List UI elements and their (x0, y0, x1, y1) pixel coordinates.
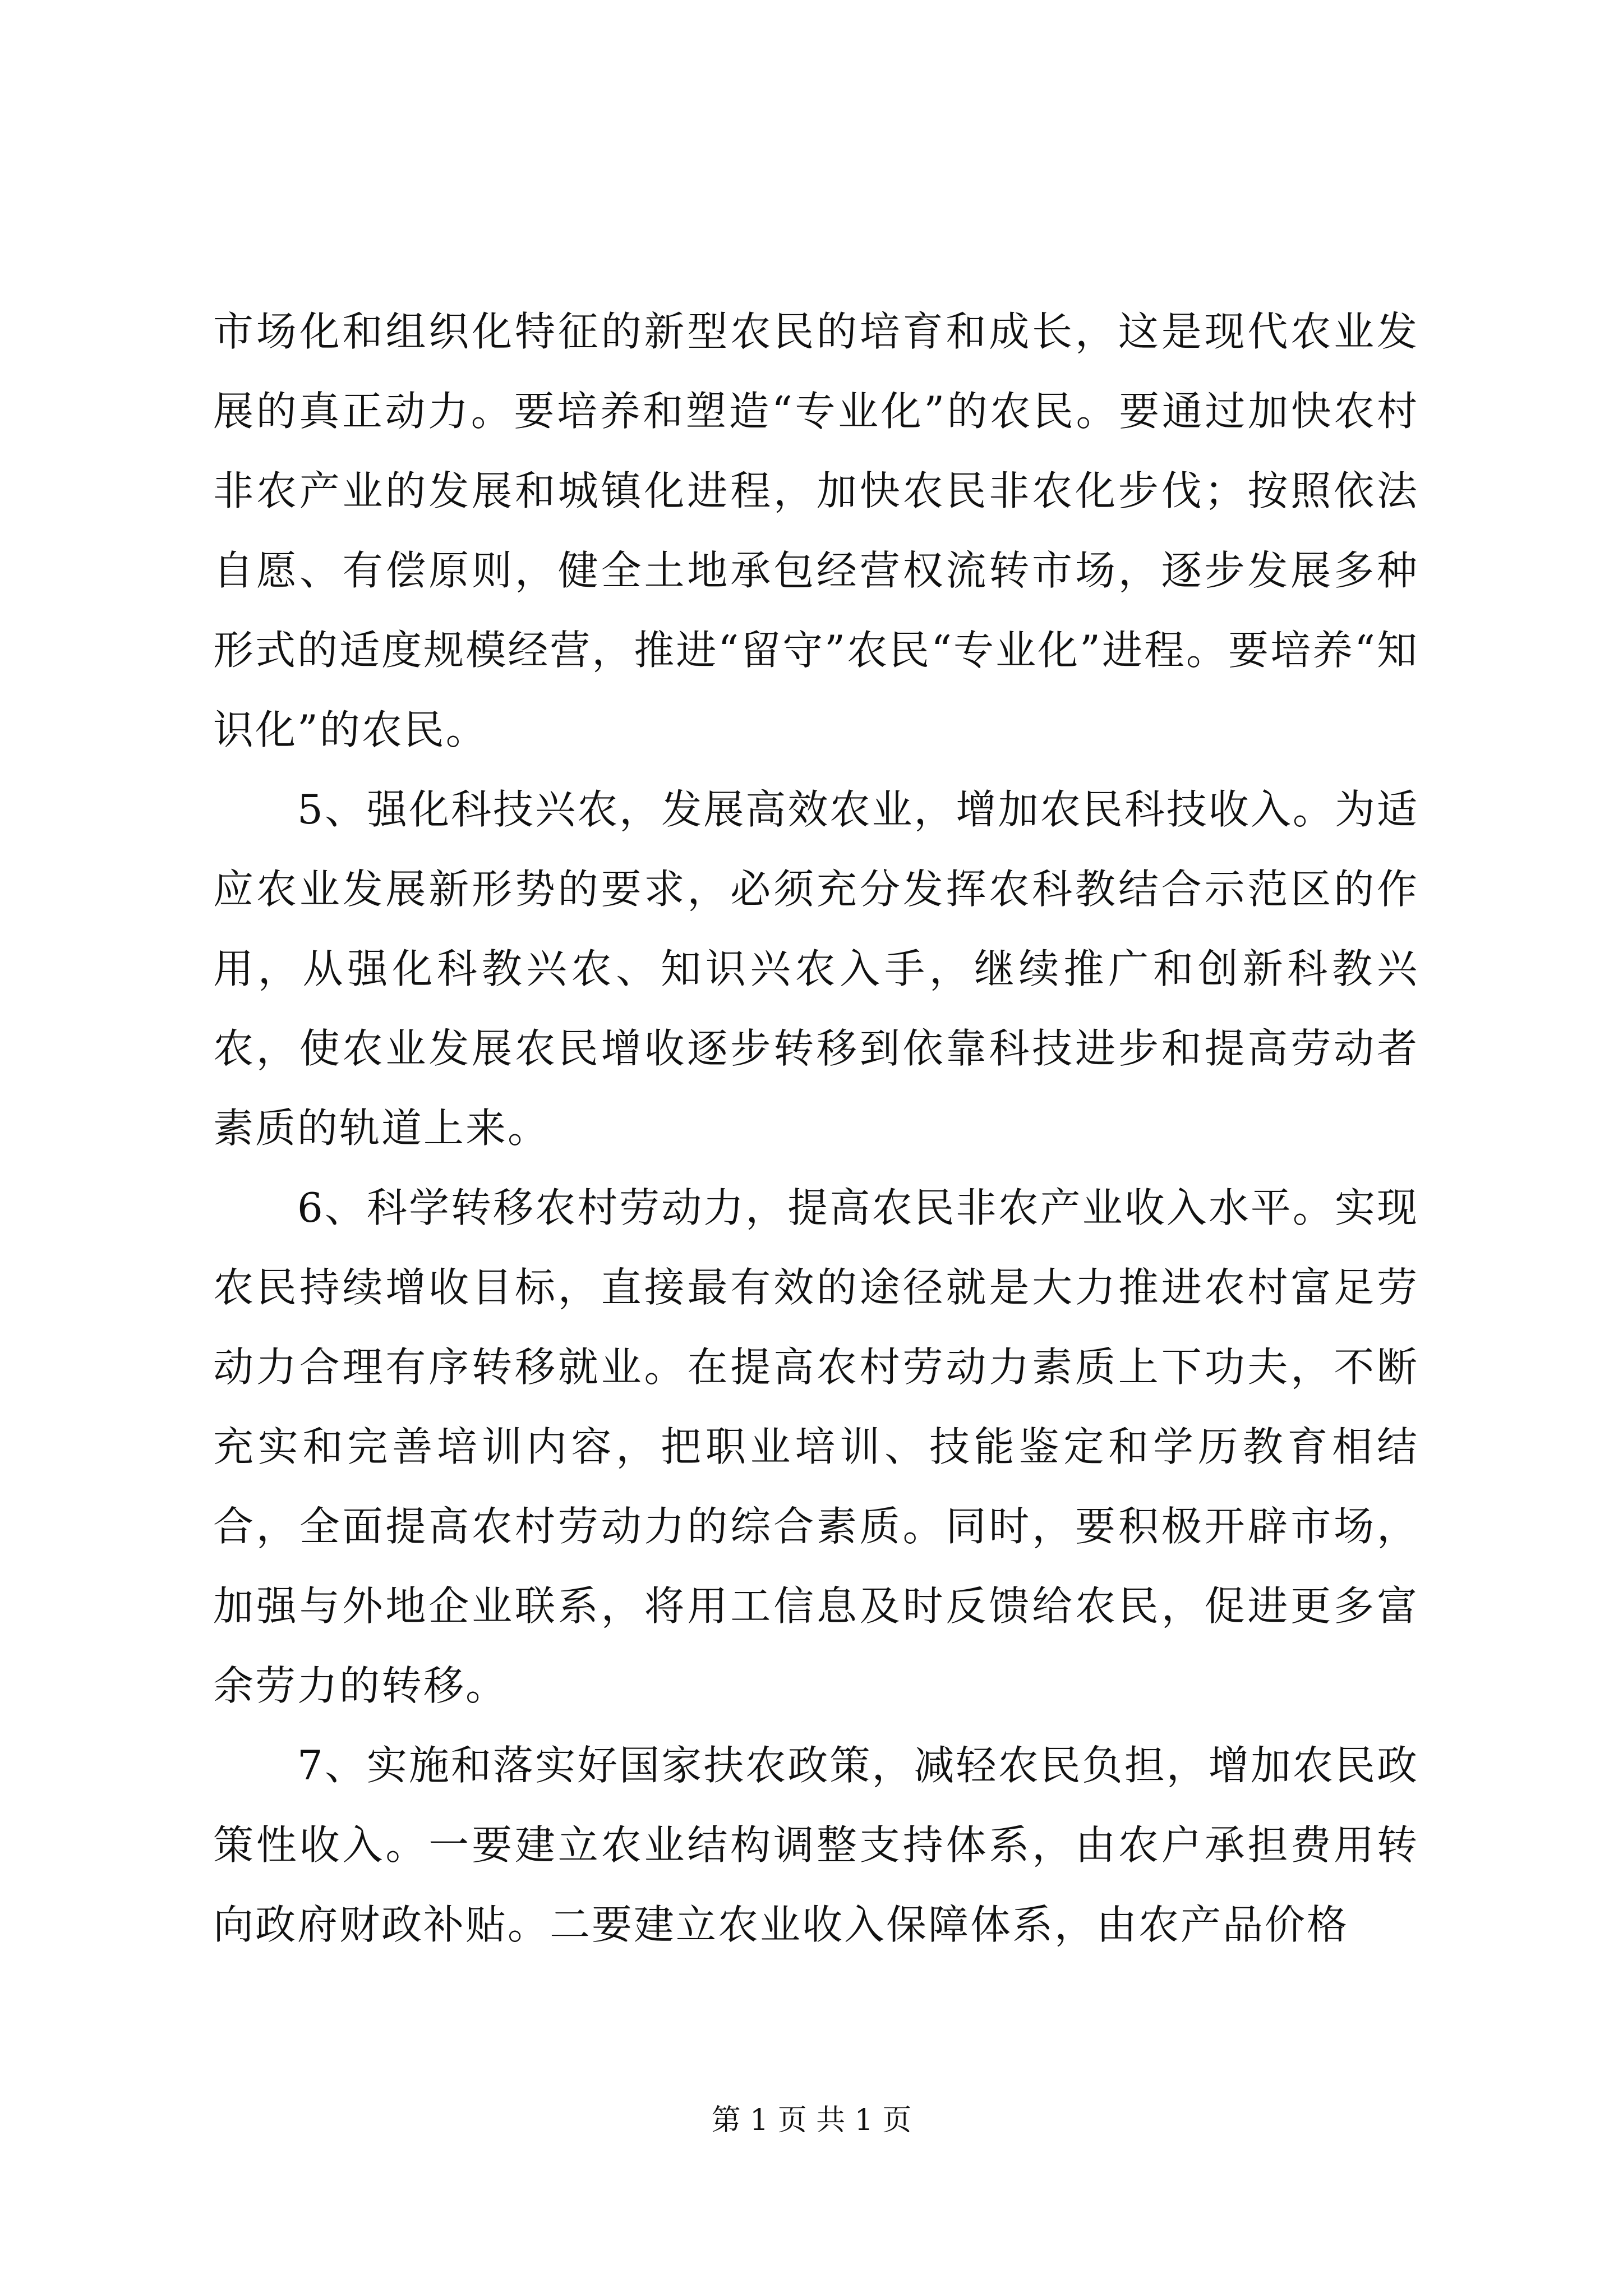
paragraph-item-5: 5、强化科技兴农，发展高效农业，增加农民科技收入。为适应农业发展新形势的要求，必须充分发挥农科教结合示范区的作用，从强化科教兴农、知识兴农入手，继续推广和创新科教兴农，使农业发展农民增收逐步转移到依靠科技进步和提高劳动者素质的轨道上来。 (213, 786, 1419, 1152)
paragraph-item-7: 7、实施和落实好国家扶农政策，减轻农民负担，增加农民政策性收入。一要建立农业结构调整支持体系，由农户承担费用转向政府财政补贴。二要建立农业收入保障体系，由农产品价格 (213, 1742, 1419, 1948)
paragraph-item-6: 6、科学转移农村劳动力，提高农民非农产业收入水平。实现农民持续增收目标，直接最有效的途径就是大力推进农村富足劳动力合理有序转移就业。在提高农村劳动力素质上下功夫，不断充实和完善培训内容，把职业培训、技能鉴定和学历教育相结合，全面提高农村劳动力的综合素质。同时，要积极开辟市场，加强与外地企业联系，将用工信息及时反馈给农民，促进更多富余劳力的转移。 (213, 1184, 1419, 1709)
page-footer: 第 1 页 共 1 页 (711, 2104, 912, 2137)
paragraph-continuation: 市场化和组织化特征的新型农民的培育和成长，这是现代农业发展的真正动力。要培养和塑造“专业化”的农民。要通过加快农村非农产业的发展和城镇化进程，加快农民非农化步伐；按照依法自愿、有偿原则，健全土地承包经营权流转市场，逐步发展多种形式的适度规模经营，推进“留守”农民“专业化”进程。要培养“知识化”的农民。 (213, 308, 1419, 753)
document-body (213, 292, 1419, 1964)
